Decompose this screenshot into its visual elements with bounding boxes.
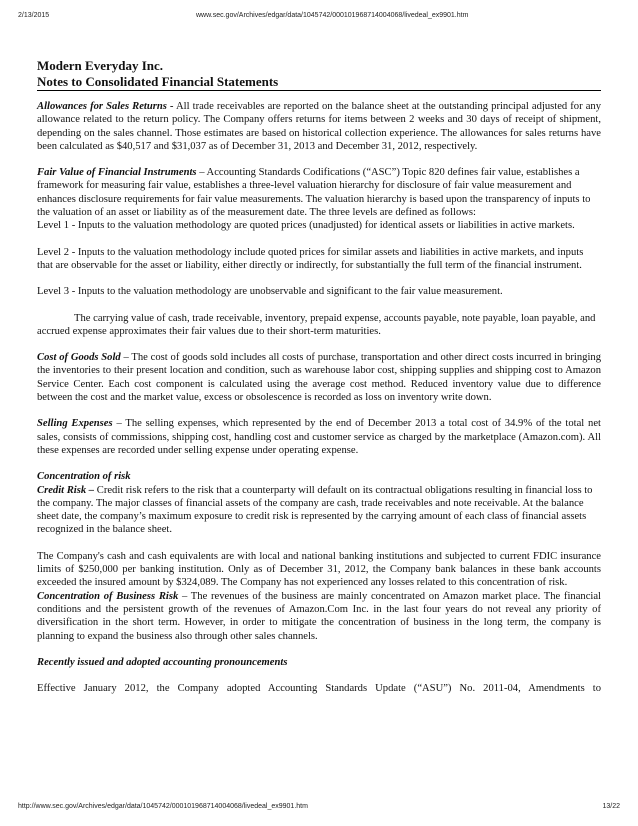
selling-expenses-paragraph bbox=[37, 417, 601, 457]
fair-value-heading: Fair Value of Financial Instruments bbox=[37, 167, 197, 179]
concentration-heading: Concentration of risk bbox=[37, 471, 131, 483]
level-3-paragraph: Level 3 - Inputs to the valuation methodology are unobservable and significant to the fair value measurement. bbox=[37, 286, 503, 298]
footer-url: http://www.sec.gov/Archives/edgar/data/1045742/000101968714004068/livedeal_ex9901.htm bbox=[18, 803, 308, 810]
page-number: 13/22 bbox=[602, 803, 620, 810]
company-name: Modern Everyday Inc. bbox=[37, 58, 164, 73]
level-2-paragraph: Level 2 - Inputs to the valuation methodology include quoted prices for similar assets and liabilities in active markets, and inputs that are observable for the asset or liability, either directly or indirectly, for substantially the full term of the financial instrument. bbox=[37, 246, 584, 271]
selling-expenses-heading: Selling Expenses bbox=[37, 418, 113, 430]
fair-value-paragraph bbox=[37, 166, 601, 219]
allowances-body: All trade receivables are reported on the balance sheet at the outstanding principal adjusted for any allowance related to the return policy. The Company offers returns for items between 2 weeks and 30 days of receipt of shipment, depending on the sales channel. Those estimates are based on historical collection experience. The allowances for sales returns have been calculated as $40,517 and $31,037 as of December 31, 2013 and December 31, 2012, respectively. bbox=[37, 101, 601, 152]
selling-expenses-body: – The selling expenses, which represented by the end of December 2013 a total cost of 34.9% of the total net sales, consists of commissions, shipping cost, handling cost and customer service as charged by the marketplace (Amazon.com). All these expenses are recorded under selling expense under operating expense. bbox=[37, 418, 601, 456]
allowances-heading: Allowances for Sales Returns - bbox=[37, 101, 174, 112]
fair-value-body: – Accounting Standards Codifications (“ASC”) Topic 820 defines fair value, establishes a framework for measuring fair value, establishes a three-level valuation hierarchy for disclosure of fair value measurement and enhances disclosure requirements for fair value measurements. The valuation hierarchy is based upon the transparency of inputs to the valuation of an asset or liability as of the measurement date. The three levels are defined as follows: bbox=[37, 167, 591, 219]
cogs-paragraph bbox=[37, 351, 601, 404]
document-body bbox=[37, 58, 601, 695]
business-risk-heading: Concentration of Business Risk bbox=[37, 590, 179, 602]
cogs-heading: Cost of Goods Sold bbox=[37, 352, 121, 364]
credit-risk-heading: Credit Risk – bbox=[37, 484, 95, 496]
carrying-value-paragraph: The carrying value of cash, trade receivable, inventory, prepaid expense, accounts payable, note payable, loan payable, and accrued expense approximates their fair values due to their short-term maturities. bbox=[37, 312, 596, 337]
cash-concentration-paragraph: The Company's cash and cash equivalents are with local and national banking institutions and subjected to current FDIC insurance limits of $250,000 per banking institution. Only as of December 31, 2012, the Company bank balances in these bank accounts exceeded the insured amount by $324,089. The Company has not experienced any losses related to this concentration of risk. bbox=[37, 550, 601, 589]
print-date: 2/13/2015 bbox=[18, 12, 50, 19]
level-1-paragraph: Level 1 - Inputs to the valuation methodology are quoted prices (unadjusted) for identical assets or liabilities in active markets. bbox=[37, 220, 575, 232]
business-risk-body: – The revenues of the business are mainly concentrated on Amazon market place. The financial conditions and the persistent growth of the revenues of Amazon.Com Inc. in the last four years do not reveal any priority of diversification in the short term. However, in order to mitigate the concentration of business in the long term, the company is planning to expand the business also through other sales channels. bbox=[37, 590, 601, 642]
cogs-body: – The cost of goods sold includes all costs of purchase, transportation and other direct costs incurred in bringing the inventories to their present location and condition, such as warehouse labor cost, shipping supplies and shipping cost to Amazon Service Center. Each cost component is calculated using the average cost method. Reduced inventory value due to difference between the cost and the market value, excess or obsolescence is recorded as loss on inventory write down. bbox=[37, 352, 601, 404]
credit-risk-body: Credit risk refers to the risk that a counterparty will default on its contractual obligations resulting in financial loss to the company. The major classes of financial assets of the company are cash, trade receivables and note receivable. At the balance sheet date, the company’s maximum exposure to credit risk is represented by the carrying amount of each class of financial assets recognized in the balance sheet. bbox=[37, 484, 593, 536]
recent-pronouncements-heading: Recently issued and adopted accounting pronouncements bbox=[37, 656, 288, 668]
credit-risk-paragraph bbox=[37, 484, 601, 537]
print-url: www.sec.gov/Archives/edgar/data/1045742/000101968714004068/livedeal_ex9901.htm bbox=[196, 12, 469, 19]
document-subtitle: Notes to Consolidated Financial Statements bbox=[37, 74, 601, 91]
recent-pronouncements-paragraph: Effective January 2012, the Company adopted Accounting Standards Update (“ASU”) No. 2011-04, Amendments to bbox=[37, 683, 601, 695]
business-risk-paragraph bbox=[37, 590, 601, 643]
allowances-paragraph bbox=[37, 100, 601, 153]
